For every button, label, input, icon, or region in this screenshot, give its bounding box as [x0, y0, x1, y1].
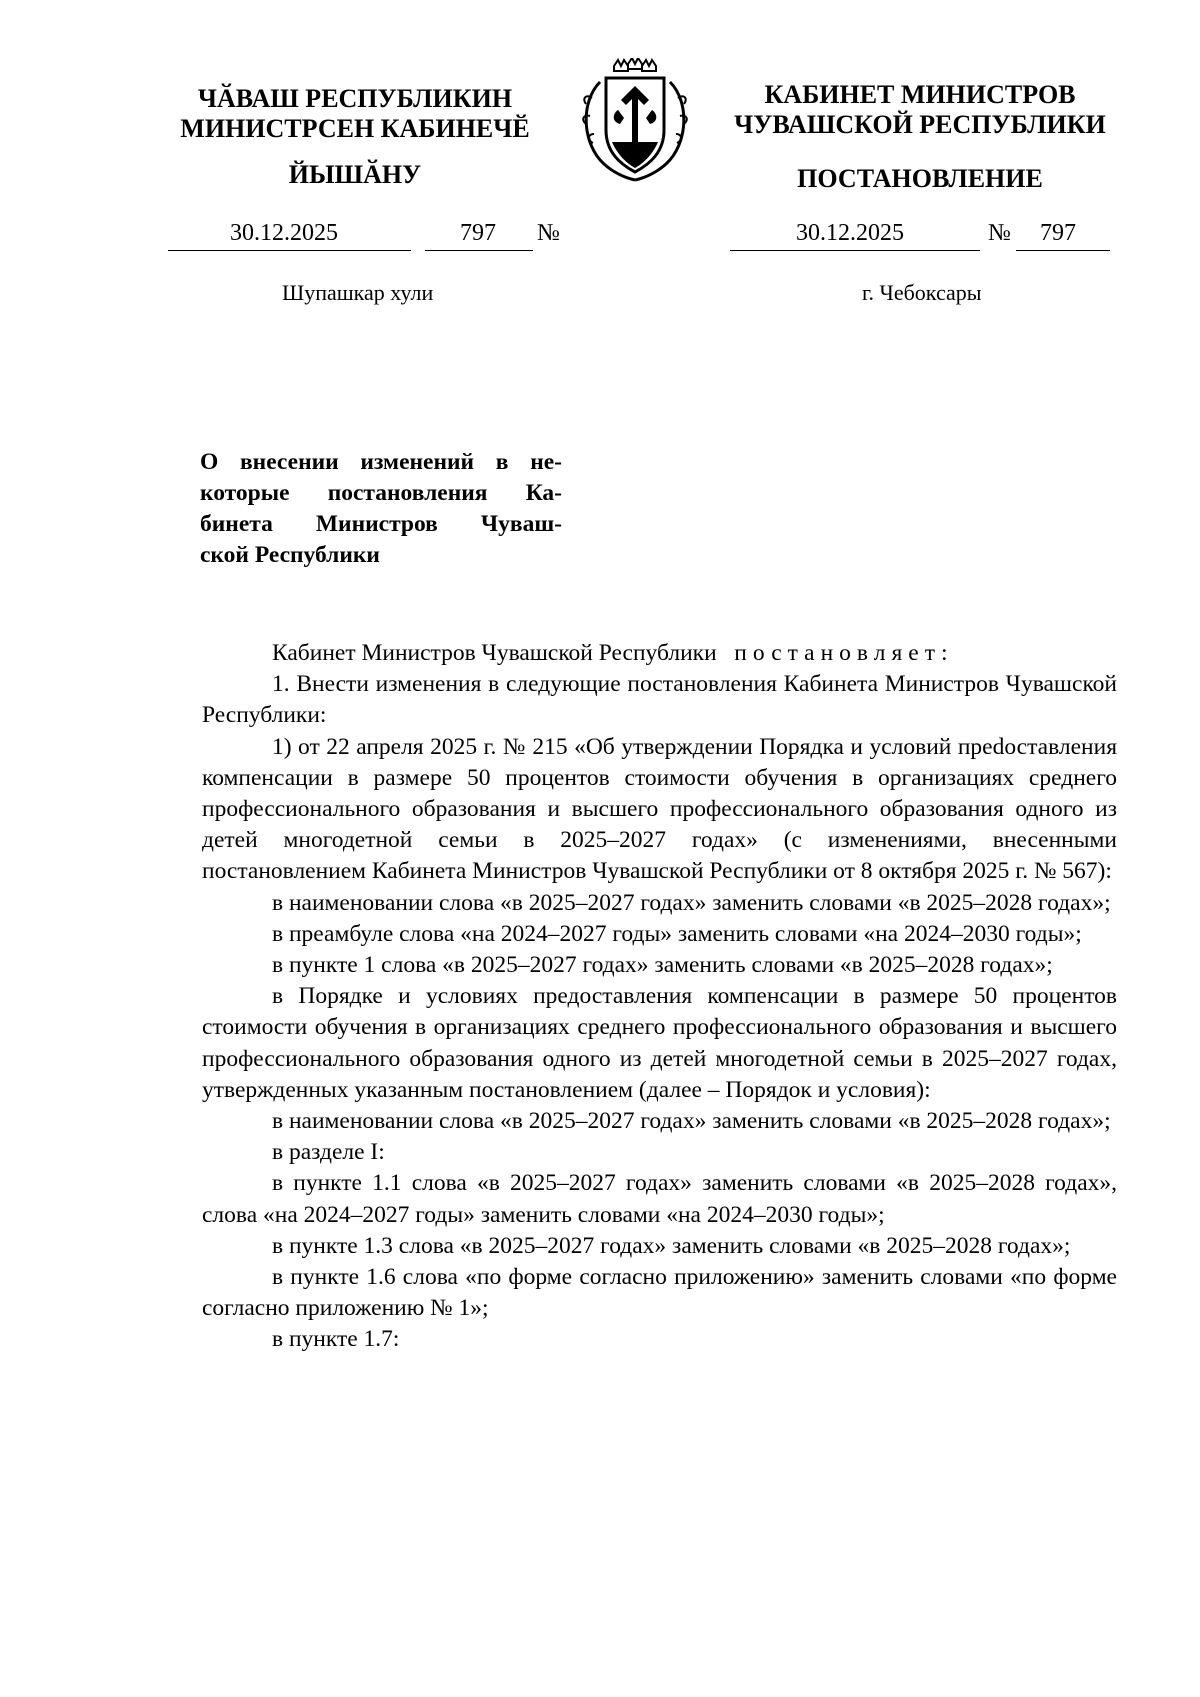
- header-left-authority: [160, 84, 550, 144]
- body-paragraph: 1) от 22 апреля 2025 г. № 215 «Об утверждении Порядка и условий преdоставления компенсации в размере 50 процентов стоимости обучения в организациях среднего профессионального образования и высшего профессионального образования одного из детей многодетной семьи в 2025–2027 годах» (с изменениями, внесенными постановлением Кабинета Министров Чувашской Республики от 8 октября 2025 г. № 567):: [202, 733, 1117, 885]
- header-left-doc-type: ЙЫШӐНУ: [288, 160, 422, 189]
- right-number: 797: [1040, 220, 1076, 246]
- document-subject: [200, 447, 562, 571]
- subject-line-2: которые постановления Ка-: [200, 480, 562, 506]
- header-right-authority: [720, 80, 1120, 140]
- header-right-line-2: ЧУВАШСКОЙ РЕСПУБЛИКИ: [734, 110, 1106, 139]
- preamble-verb: постановляет: [734, 640, 941, 666]
- right-city: г. Чебоксары: [862, 280, 982, 305]
- body-paragraph: в наименовании слова «в 2025–2027 годах» заменить словами «в 2025–2028 годах»;: [272, 889, 1111, 916]
- body-paragraph: в разделе I:: [272, 1139, 385, 1166]
- subject-line-1: О внесении изменений в не-: [200, 449, 562, 475]
- body-paragraph: в пункте 1.7:: [272, 1326, 400, 1353]
- body-paragraph: в пункте 1 слова «в 2025–2027 годах» заменить словами «в 2025–2028 годах»;: [272, 952, 1053, 979]
- chuvash-coat-of-arms-icon: [570, 58, 700, 184]
- header-right-doc-type: ПОСТАНОВЛЕНИЕ: [797, 164, 1043, 193]
- left-city: Шупашкар хули: [282, 280, 434, 305]
- body-paragraph: в наименовании слова «в 2025–2027 годах» заменить словами «в 2025–2028 годах»;: [272, 1108, 1111, 1135]
- body-paragraph: в пункте 1.3 слова «в 2025–2027 годах» заменить словами «в 2025–2028 годах»;: [272, 1232, 1071, 1259]
- left-number: 797: [460, 220, 496, 246]
- body-paragraph: 1. Внести изменения в следующие постановления Кабинета Министров Чувашской Республики:: [202, 671, 1117, 729]
- preamble-lead: Кабинет Министров Чувашской Республики: [272, 640, 717, 666]
- right-number-sign: №: [988, 220, 1011, 246]
- left-date: 30.12.2025: [230, 220, 338, 246]
- body-paragraph: в пункте 1.1 слова «в 2025–2027 годах» заменить словами «в 2025–2028 годах», слова «на 2024–2027 годы» заменить словами «на 2024–2030 годы»;: [202, 1170, 1117, 1228]
- header-left-line-2: МИНИСТРСЕН КАБИНЕЧӖ: [180, 114, 530, 143]
- body-paragraph: в преамбуле слова «на 2024–2027 годы» заменить словами «на 2024–2030 годы»;: [272, 920, 1082, 947]
- preamble-paragraph: [202, 638, 1117, 669]
- subject-line-3: бинета Министров Чуваш-: [200, 511, 562, 537]
- header-left-line-1: ЧӐВАШ РЕСПУБЛИКИН: [197, 84, 513, 113]
- body-paragraph: в пункте 1.6 слова «по форме согласно приложению» заменить словами «по форме согласно приложению № 1»;: [202, 1264, 1117, 1322]
- body-paragraph: в Порядке и условиях предоставления компенсации в размере 50 процентов стоимости обучения в организациях среднего профессионального образования и высшего профессионального образования одного из детей многодетной семьи в 2025–2027 годах, утвержденных указанным постановлением (далее – Порядок и условия):: [202, 983, 1117, 1103]
- header-right-line-1: КАБИНЕТ МИНИСТРОВ: [764, 80, 1076, 109]
- document-body: [202, 638, 1117, 1356]
- preamble-end: :: [940, 640, 948, 666]
- left-number-sign: №: [537, 220, 560, 246]
- subject-line-4: ской Республики: [200, 542, 380, 568]
- right-date: 30.12.2025: [796, 220, 904, 246]
